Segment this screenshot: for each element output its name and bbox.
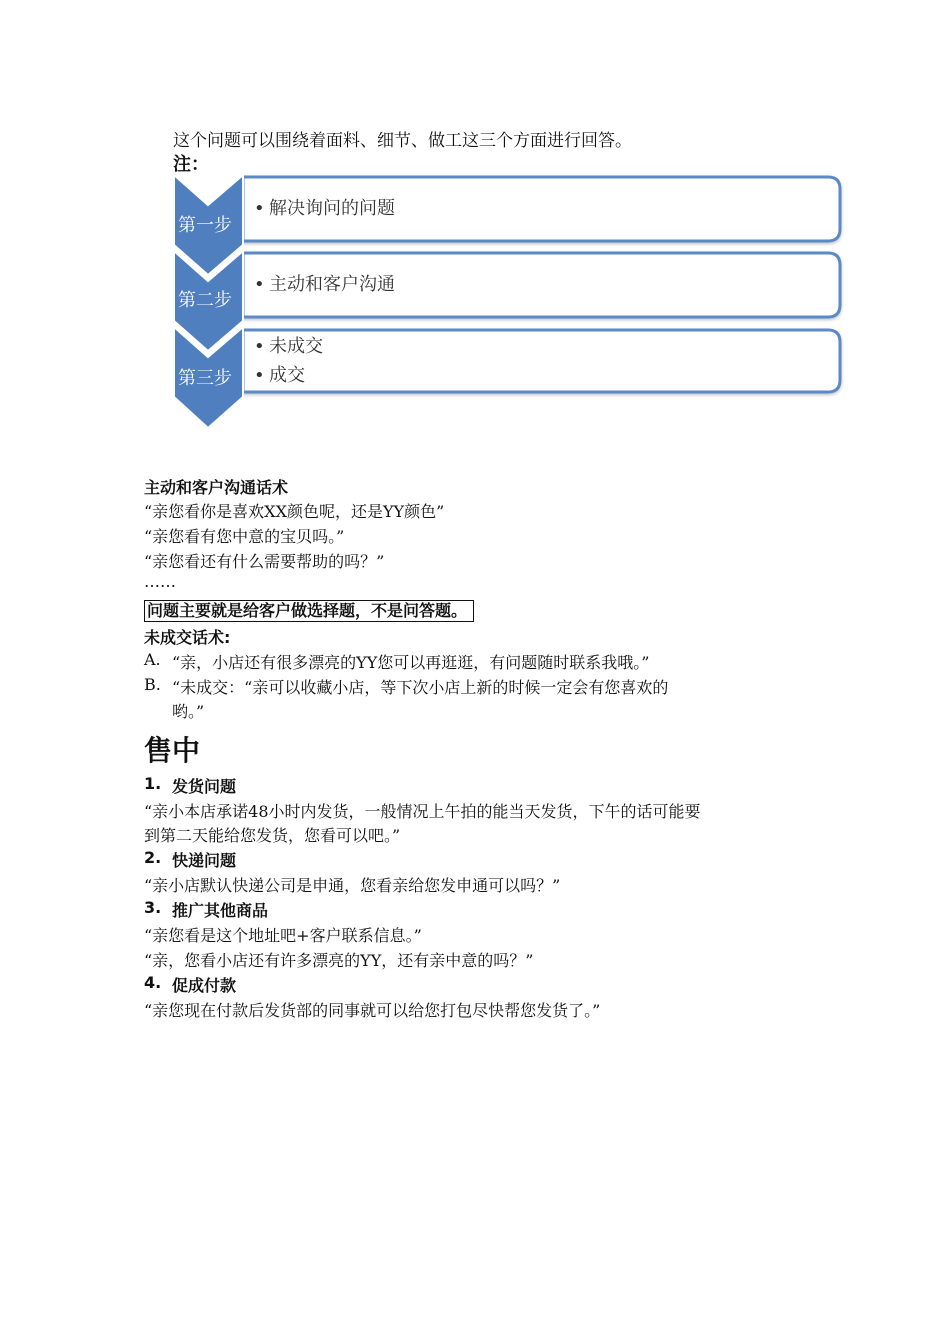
step3-bullet-2: • <box>254 365 265 386</box>
step3-label: 第三步 <box>178 368 232 389</box>
list-item-line: “亲您现在付款后发货部的同事就可以给您打包尽快帮您发货了。” <box>144 1001 601 1020</box>
note-label: 注： <box>173 154 209 175</box>
unsold-item-b: “未成交：“亲可以收藏小店，等下次小店上新的时候一定会有您喜欢的 <box>172 678 669 697</box>
list-item-line: “亲小店默认快递公司是申通，您看亲给您发申通可以吗？” <box>144 876 561 895</box>
list-item-number: 1. <box>144 774 162 793</box>
unsold-marker-b: B. <box>144 675 161 694</box>
unsold-item-b-cont: 哟。” <box>172 702 205 721</box>
unsold-title: 未成交话术: <box>144 628 231 647</box>
list-item-title: 发货问题 <box>172 777 237 796</box>
step2-label: 第二步 <box>178 290 232 311</box>
intro-text: 这个问题可以围绕着面料、细节、做工这三个方面进行回答。 <box>173 131 632 151</box>
list-item-line: “亲小本店承诺48小时内发货，一般情况上午拍的能当天发货，下午的话可能要 <box>144 802 701 821</box>
step2-item: 主动和客户沟通 <box>269 274 395 295</box>
step3-item-2: 成交 <box>269 365 305 386</box>
steps-diagram <box>0 0 950 440</box>
step3-item-1: 未成交 <box>269 336 323 357</box>
comm-line: “亲您看你是喜欢XX颜色呢，还是YY颜色” <box>144 502 445 521</box>
unsold-item-a: “亲，小店还有很多漂亮的YY您可以再逛逛，有问题随时联系我哦。” <box>172 653 650 672</box>
list-item-title: 快递问题 <box>172 851 237 870</box>
comm-line: “亲您看还有什么需要帮助的吗？” <box>144 552 385 571</box>
list-item-line: “亲，您看小店还有许多漂亮的YY，还有亲中意的吗？” <box>144 951 534 970</box>
list-item-line: “亲您看是这个地址吧+客户联系信息。” <box>144 926 422 945</box>
step2-bullet: • <box>254 274 265 295</box>
list-item-number: 2. <box>144 848 162 867</box>
list-item-title: 促成付款 <box>172 976 237 995</box>
step1-bullet: • <box>254 198 265 219</box>
list-item-line: 到第二天能给您发货，您看可以吧。” <box>144 826 401 845</box>
list-item-number: 3. <box>144 898 162 917</box>
comm-line: “亲您看有您中意的宝贝吗。” <box>144 527 345 546</box>
section-heading: 售中 <box>144 734 201 767</box>
step1-item: 解决询问的问题 <box>269 198 395 219</box>
comm-title: 主动和客户沟通话术 <box>144 478 289 497</box>
step1-label: 第一步 <box>178 215 232 236</box>
step3-bullet-1: • <box>254 336 265 357</box>
key-point-box: 问题主要就是给客户做选择题，不是问答题。 <box>144 600 474 622</box>
step3-box <box>243 330 840 392</box>
comm-ellipsis: …… <box>144 572 176 591</box>
unsold-marker-a: A. <box>144 650 161 669</box>
list-item-number: 4. <box>144 973 162 992</box>
list-item-title: 推广其他商品 <box>172 901 269 920</box>
